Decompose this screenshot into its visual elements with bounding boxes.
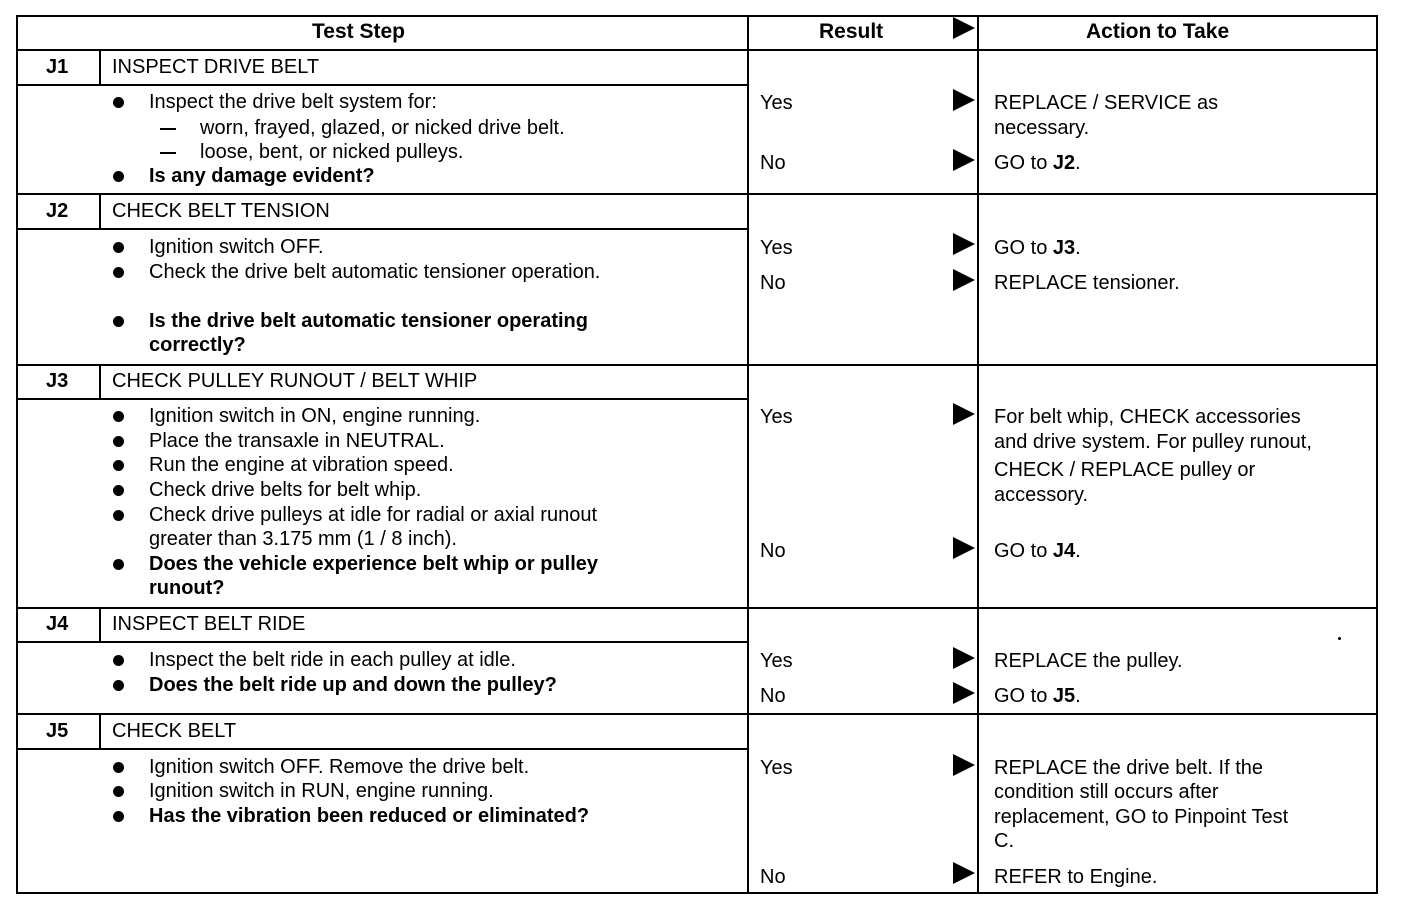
bullet-icon xyxy=(113,762,124,773)
result-arrow-icon xyxy=(953,233,975,255)
table-border-top xyxy=(16,15,1378,17)
action-line xyxy=(994,684,1081,708)
title-underline xyxy=(16,84,749,86)
result-arrow-icon xyxy=(953,269,975,291)
step-question: Has the vibration been reduced or eliminated? xyxy=(149,805,590,827)
step-question: Is the drive belt automatic tensioner operating xyxy=(149,310,588,332)
result-arrow-icon xyxy=(953,537,975,559)
table-border-bottom xyxy=(16,892,1378,894)
step-line: worn, frayed, glazed, or nicked drive belt. xyxy=(200,117,565,139)
action-line: C. xyxy=(994,830,1014,852)
header-divider xyxy=(16,49,1378,51)
action-line: condition still occurs after xyxy=(994,781,1219,803)
table-border-right xyxy=(1376,15,1378,894)
bullet-icon xyxy=(113,786,124,797)
action-line: For belt whip, CHECK accessories xyxy=(994,406,1301,428)
result-no: No xyxy=(760,540,786,562)
id-divider xyxy=(99,713,101,749)
step-line: greater than 3.175 mm (1 / 8 inch). xyxy=(149,528,457,550)
bullet-icon xyxy=(113,242,124,253)
bullet-icon xyxy=(113,171,124,182)
action-line: CHECK / REPLACE pulley or xyxy=(994,459,1256,481)
step-line: Ignition switch in RUN, engine running. xyxy=(149,780,494,802)
action-step-ref: J4 xyxy=(1052,540,1076,562)
result-yes: Yes xyxy=(760,406,793,428)
scan-speck xyxy=(1338,637,1341,640)
step-line: Check drive pulleys at idle for radial or axial runout xyxy=(149,504,597,526)
result-no: No xyxy=(760,152,786,174)
step-id: J3 xyxy=(46,370,69,392)
step-separator xyxy=(16,607,1378,609)
column-divider-action xyxy=(977,15,979,894)
bullet-icon xyxy=(113,811,124,822)
id-divider xyxy=(99,364,101,399)
action-line: replacement, GO to Pinpoint Test xyxy=(994,806,1289,828)
column-divider-result xyxy=(747,15,749,894)
result-arrow-icon xyxy=(953,149,975,171)
result-arrow-icon xyxy=(953,89,975,111)
action-line: REPLACE tensioner. xyxy=(994,272,1180,294)
step-line: Check drive belts for belt whip. xyxy=(149,479,422,501)
result-yes: Yes xyxy=(760,650,793,672)
result-yes: Yes xyxy=(760,237,793,259)
step-line: Inspect the belt ride in each pulley at idle. xyxy=(149,649,516,671)
result-arrow-icon xyxy=(953,862,975,884)
action-text: GO to xyxy=(994,152,1053,174)
action-line: necessary. xyxy=(994,117,1090,139)
dash-icon xyxy=(160,152,176,154)
result-arrow-icon xyxy=(953,754,975,776)
action-text: . xyxy=(1075,237,1081,259)
step-line: Check the drive belt automatic tensioner operation. xyxy=(149,261,601,283)
result-arrow-icon xyxy=(953,403,975,425)
step-title: CHECK PULLEY RUNOUT / BELT WHIP xyxy=(112,370,478,392)
step-line: Inspect the drive belt system for: xyxy=(149,91,437,113)
step-title: CHECK BELT TENSION xyxy=(112,200,330,222)
action-line xyxy=(994,539,1081,563)
header-test-step: Test Step xyxy=(312,20,405,43)
dash-icon xyxy=(160,128,176,130)
action-step-ref: J3 xyxy=(1052,237,1076,259)
bullet-icon xyxy=(113,436,124,447)
step-question: Does the vehicle experience belt whip or pulley xyxy=(149,553,599,575)
bullet-icon xyxy=(113,411,124,422)
bullet-icon xyxy=(113,559,124,570)
title-underline xyxy=(16,748,749,750)
result-arrow-icon xyxy=(953,682,975,704)
result-no: No xyxy=(760,685,786,707)
action-text: GO to xyxy=(994,540,1053,562)
step-title: INSPECT BELT RIDE xyxy=(112,613,306,635)
action-line: REFER to Engine. xyxy=(994,866,1158,888)
bullet-icon xyxy=(113,680,124,691)
step-separator xyxy=(16,364,1378,366)
action-line xyxy=(994,151,1081,175)
bullet-icon xyxy=(113,267,124,278)
action-line: REPLACE the drive belt. If the xyxy=(994,757,1264,779)
step-title: INSPECT DRIVE BELT xyxy=(112,56,320,78)
step-id: J2 xyxy=(46,200,69,222)
bullet-icon xyxy=(113,485,124,496)
step-question: Is any damage evident? xyxy=(149,165,375,187)
action-line xyxy=(994,236,1081,260)
step-title: CHECK BELT xyxy=(112,720,237,742)
header-arrow-icon xyxy=(953,17,975,39)
title-underline xyxy=(16,398,749,400)
bullet-icon xyxy=(113,460,124,471)
action-text: . xyxy=(1075,152,1081,174)
action-line: and drive system. For pulley runout, xyxy=(994,431,1312,453)
bullet-icon xyxy=(113,655,124,666)
bullet-icon xyxy=(113,97,124,108)
step-id: J1 xyxy=(46,56,69,78)
result-no: No xyxy=(760,866,786,888)
bullet-icon xyxy=(113,316,124,327)
id-divider xyxy=(99,607,101,642)
result-yes: Yes xyxy=(760,92,793,114)
action-line: REPLACE the pulley. xyxy=(994,650,1183,672)
header-result: Result xyxy=(819,20,884,43)
step-line: Ignition switch OFF. Remove the drive belt. xyxy=(149,756,530,778)
action-step-ref: J2 xyxy=(1052,152,1076,174)
header-action: Action to Take xyxy=(1086,20,1230,43)
step-question: Does the belt ride up and down the pulley? xyxy=(149,674,557,696)
step-line: Ignition switch in ON, engine running. xyxy=(149,405,481,427)
title-underline xyxy=(16,641,749,643)
step-id: J5 xyxy=(46,720,69,742)
step-question: correctly? xyxy=(149,334,246,356)
result-arrow-icon xyxy=(953,647,975,669)
step-separator xyxy=(16,193,1378,195)
step-line: Ignition switch OFF. xyxy=(149,236,324,258)
step-line: Run the engine at vibration speed. xyxy=(149,454,454,476)
step-question: runout? xyxy=(149,577,225,599)
step-line: Place the transaxle in NEUTRAL. xyxy=(149,430,445,452)
id-divider xyxy=(99,193,101,229)
step-separator xyxy=(16,713,1378,715)
action-line: REPLACE / SERVICE as xyxy=(994,92,1219,114)
id-divider xyxy=(99,49,101,85)
action-text: . xyxy=(1075,540,1081,562)
result-yes: Yes xyxy=(760,757,793,779)
action-text: . xyxy=(1075,685,1081,707)
action-step-ref: J5 xyxy=(1052,685,1076,707)
result-no: No xyxy=(760,272,786,294)
action-text: GO to xyxy=(994,237,1053,259)
table-border-left xyxy=(16,15,18,894)
action-text: GO to xyxy=(994,685,1053,707)
title-underline xyxy=(16,228,749,230)
bullet-icon xyxy=(113,510,124,521)
step-id: J4 xyxy=(46,613,69,635)
action-line: accessory. xyxy=(994,484,1089,506)
step-line: loose, bent, or nicked pulleys. xyxy=(200,141,464,163)
